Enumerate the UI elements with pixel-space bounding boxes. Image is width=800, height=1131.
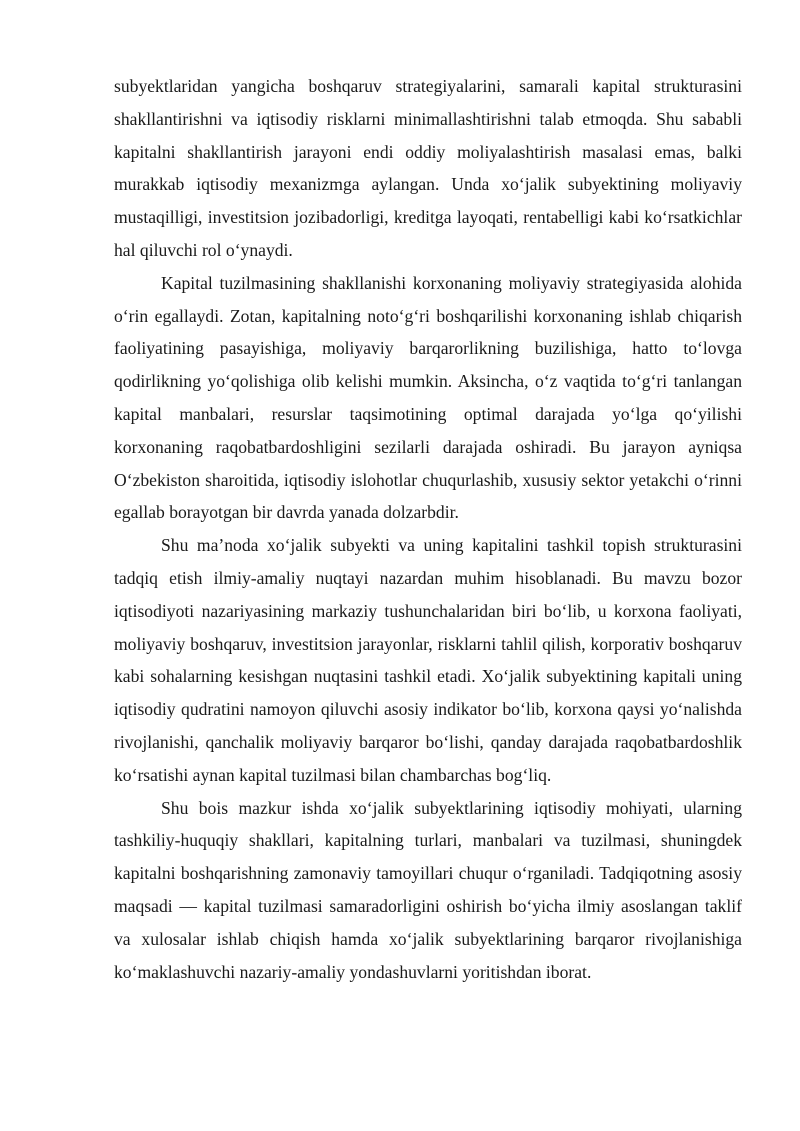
paragraph-continuation: subyektlaridan yangicha boshqaruv strategiyalarini, samarali kapital strukturasini shakllantirishni va iqtisodiy risklarni minimallashtirishni talab etmoqda. Shu sababli kapitalni shakllantirish jarayoni endi oddiy moliyalashtirish masalasi emas, balki murakkab iqtisodiy mexanizmga aylangan. Unda xo‘jalik subyektining moliyaviy mustaqilligi, investitsion jozibadorligi, kreditga layoqati, rentabelligi kabi ko‘rsatkichlar hal qiluvchi rol o‘ynaydi.	[114, 76, 742, 260]
document-page	[114, 70, 742, 988]
paragraph-research-goal: Shu bois mazkur ishda xo‘jalik subyektlarining iqtisodiy mohiyati, ularning tashkiliy-huquqiy shakllari, kapitalning turlari, manbalari va tuzilmasi, shuningdek kapitalni boshqarishning zamonaviy tamoyillari chuqur o‘rganiladi. Tadqiqotning asosiy maqsadi — kapital tuzilmasi samaradorligini oshirish bo‘yicha ilmiy asoslangan taklif va xulosalar ishlab chiqish hamda xo‘jalik subyektlarining barqaror rivojlanishiga ko‘maklashuvchi nazariy-amaliy yondashuvlarni yoritishdan iborat.	[114, 797, 742, 982]
paragraph-capital-structure: Kapital tuzilmasining shakllanishi korxonaning moliyaviy strategiyasida alohida o‘rin egallaydi. Zotan, kapitalning noto‘g‘ri boshqarilishi korxonaning ishlab chiqarish faoliyatining pasayishiga, moliyaviy barqarorlikning buzilishiga, hatto to‘lovga qodirlikning yo‘qolishiga olib kelishi mumkin. Aksincha, o‘z vaqtida to‘g‘ri tanlangan kapital manbalari, resurslar taqsimotining optimal darajada yo‘lga qo‘yilishi korxonaning raqobatbardoshligini sezilarli darajada oshiradi. Bu jarayon ayniqsa O‘zbekiston sharoitida, iqtisodiy islohotlar chuqurlashib, xususiy sektor yetakchi o‘rinni egallab borayotgan bir davrda yanada dolzarbdir.	[114, 272, 742, 523]
paragraph-research-importance: Shu ma’noda xo‘jalik subyekti va uning kapitalini tashkil topish strukturasini tadqiq etish ilmiy-amaliy nuqtayi nazardan muhim hisoblanadi. Bu mavzu bozor iqtisodiyoti nazariyasining markaziy tushunchalaridan biri bo‘lib, u korxona faoliyati, moliyaviy boshqaruv, investitsion jarayonlar, risklarni tahlil qilish, korporativ boshqaruv kabi sohalarning kesishgan nuqtasini tashkil etadi. Xo‘jalik subyektining kapitali uning iqtisodiy qudratini namoyon qiluvchi asosiy indikator bo‘lib, korxona qaysi yo‘nalishda rivojlanishi, qanchalik moliyaviy barqaror bo‘lishi, qanday darajada raqobatbardoshlik ko‘rsatishi aynan kapital tuzilmasi bilan chambarchas bog‘liq.	[114, 535, 742, 785]
